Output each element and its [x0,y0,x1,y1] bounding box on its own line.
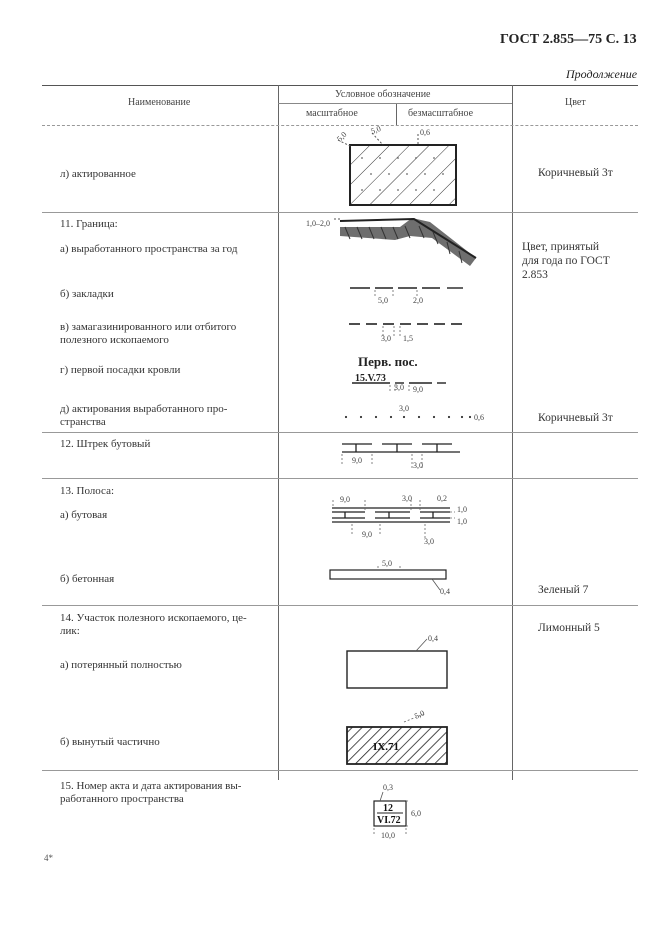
dim-label: 0,4 [428,634,438,643]
dim-label: 1,5 [403,334,413,343]
item-11-d-line2: странства [60,416,106,428]
act-number: 12 [383,803,393,814]
dim-label: 5,0 [382,559,392,568]
page-header-title: ГОСТ 2.855—75 С. 13 [500,32,637,47]
item-12: 12. Штрек бутовый [60,438,151,450]
item-13-b: б) бетонная [60,573,115,585]
item-15-line2: работанного пространства [60,793,184,805]
item-l-activated: л) актированное [60,168,136,180]
dim-label: 3,0 [381,334,391,343]
color-year-line1: Цвет, принятый [522,241,600,253]
dim-label: 3,0 [413,461,423,470]
symbol-partially-mined [347,708,447,764]
dim-label: 0,6 [474,413,484,422]
item-14-b: б) вынутый частично [60,736,160,748]
dim-label: 6,0 [411,809,421,818]
item-14-line2: лик: [60,625,80,637]
dim-label: 5,0 [378,296,388,305]
dim-label: 9,0 [340,495,350,504]
color-lemon: Лимонный 5 [538,622,600,634]
item-11-v-line1: в) замагазинированного или отбитого [60,321,237,333]
dim-label: 9,0 [362,530,372,539]
act-date: VI.72 [377,815,401,826]
dim-label: 0,2 [437,494,447,503]
item-11-g: г) первой посадки кровли [60,364,181,376]
item-14-a: а) потерянный полностью [60,659,182,671]
symbol-concrete-strip [330,559,450,596]
partially-mined-label: IX.71 [373,741,399,753]
symbol-boundary-year [306,218,476,266]
item-13-title: 13. Полоса: [60,485,115,497]
col-header-scale: масштабное [306,108,358,119]
dim-label: 5,0 [335,129,349,144]
symbol-act-number [374,783,421,840]
dim-label: 0,6 [420,128,430,137]
continuation-label: Продолжение [566,67,638,81]
col-header-nonscale: безмасштабное [408,108,474,119]
item-11-v-line2: полезного ископаемого [60,334,169,346]
col-header-color: Цвет [565,97,586,108]
dim-label: 5,0 [413,708,426,721]
symbol-activated [335,124,456,205]
item-11-b: б) закладки [60,288,114,300]
dim-label: 2,0 [413,296,423,305]
caving-word: Перв. пос. [358,354,418,369]
dim-label: 3,0 [394,383,404,392]
page-footer-mark: 4* [44,853,53,863]
caving-date: 15.V.73 [355,373,386,384]
dim-label: 9,0 [413,385,423,394]
dim-label: 1,0 [457,505,467,514]
dim-label: 5,0 [369,124,383,136]
dim-label: 3,0 [399,404,409,413]
color-brown-2: Коричневый 3т [538,412,613,424]
item-13-a: а) бутовая [60,509,108,521]
dim-label: 0,3 [383,783,393,792]
symbol-first-caving [352,354,446,394]
dim-label: 1,0 [457,517,467,526]
dim-label: 1,0–2,0 [306,219,330,228]
symbol-boundary-backfill [350,288,463,298]
dim-label: 3,0 [402,494,412,503]
symbol-bute-strip [332,494,467,546]
color-year-line3: 2.853 [522,269,548,281]
dim-label: 3,0 [424,537,434,546]
item-15-line1: 15. Номер акта и дата актирования вы- [60,780,242,792]
color-brown-1: Коричневый 3т [538,167,613,179]
item-14-line1: 14. Участок полезного ископаемого, це- [60,612,247,624]
dim-label: 0,4 [440,587,450,596]
item-11-d-line1: д) актирования выработанного про- [60,403,228,415]
col-header-name: Наименование [128,97,191,108]
dim-label: 9,0 [352,456,362,465]
item-11-title: 11. Граница: [60,218,118,230]
color-year-line2: для года по ГОСТ [522,255,610,267]
symbol-boundary-activation [345,416,471,418]
item-11-a: а) выработанного пространства за год [60,243,238,255]
color-green: Зеленый 7 [538,584,589,596]
dim-label: 10,0 [381,831,395,840]
col-header-symbol: Условное обозначение [335,89,431,100]
symbol-lost-completely [347,634,447,688]
